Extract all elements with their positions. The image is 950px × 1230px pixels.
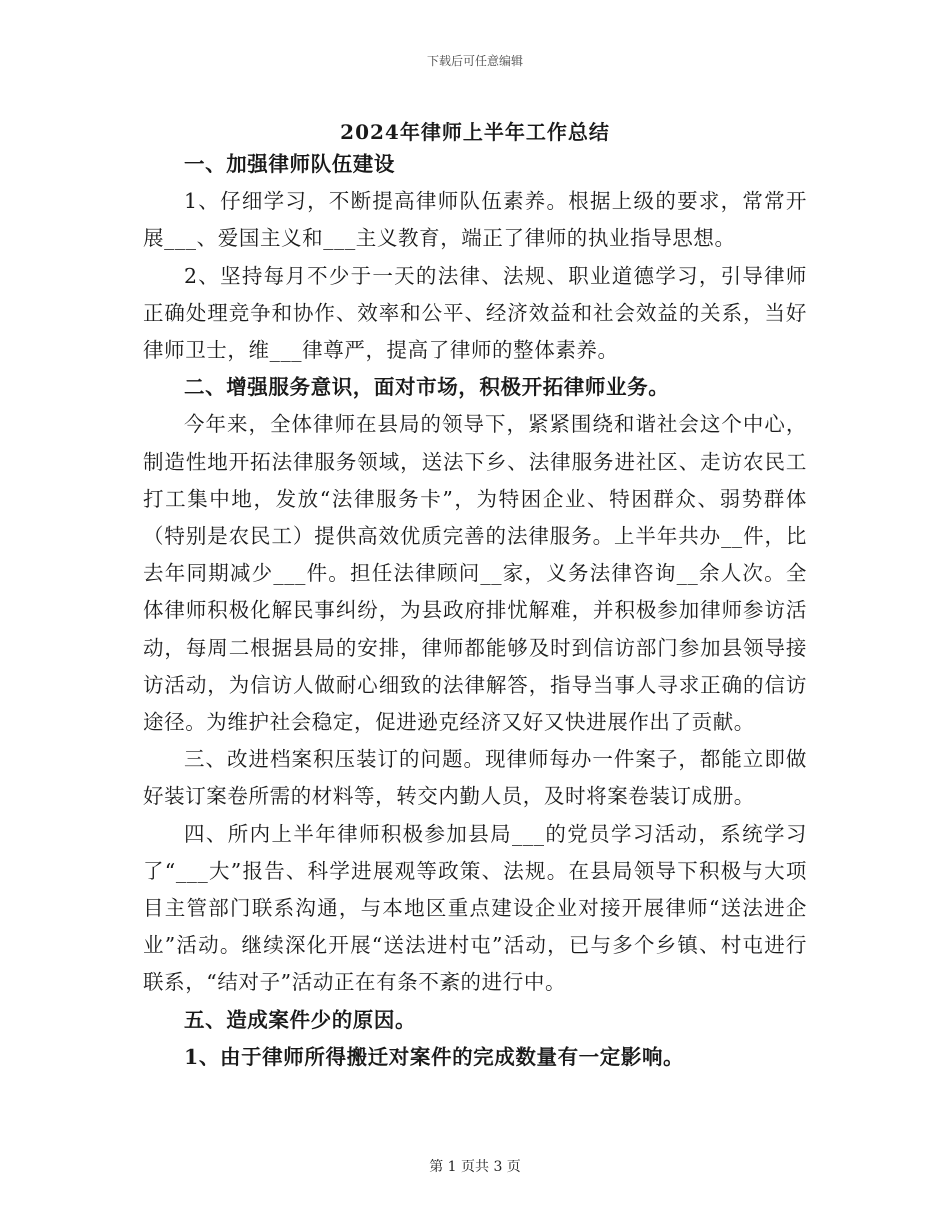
document-body [143,146,807,1076]
section-subheading-5-1: 1、由于律师所得搬迁对案件的完成数量有一定影响。 [184,1044,685,1069]
header-note: 下载后可任意编辑 [426,54,523,68]
paragraph-5: 四、所内上半年律师积极参加县局___的党员学习活动，系统学习了“___大”报告、科学进展观等政策、法规。在县局领导下积极与大项目主管部门联系沟通，与本地区重点建设企业对接开展律师“送法进企业”活动。继续深化开展“送法进村屯”活动，已与多个乡镇、村屯进行联系，“结对子”活动正在有条不紊的进行中。 [143,821,807,995]
paragraph-3: 今年来，全体律师在县局的领导下，紧紧围绕和谐社会这个中心，制造性地开拓法律服务领域，送法下乡、法律服务进社区、走访农民工打工集中地，发放“法律服务卡”，为特困企业、特困群众、弱势群体（特别是农民工）提供高效优质完善的法律服务。上半年共办__件，比去年同期减少___件。担任法律顾问__家，义务法律咨询__余人次。全体律师积极化解民事纠纷，为县政府排忧解难，并积极参加律师参访活动，每周二根据县局的安排，律师都能够及时到信访部门参加县领导接访活动，为信访人做耐心细致的法律解答，指导当事人寻求正确的信访途径。为维护社会稳定，促进逊克经济又好又快进展作出了贡献。 [143,412,807,735]
section-heading-2: 二、增强服务意识，面对市场，积极开拓律师业务。 [184,375,670,400]
paragraph-1: 1、仔细学习，不断提高律师队伍素养。根据上级的要求，常常开展___、爱国主义和___主义教育，端正了律师的执业指导思想。 [143,189,807,251]
paragraph-4: 三、改进档案积压装订的问题。现律师每办一件案子，都能立即做好装订案卷所需的材料等，转交内勤人员，及时将案卷装订成册。 [143,747,807,809]
section-heading-1: 一、加强律师队伍建设 [184,152,395,176]
document-title: 2024年律师上半年工作总结 [340,120,610,144]
page-number: 第 1 页共 3 页 [429,1159,521,1175]
section-heading-5: 五、造成案件少的原因。 [184,1007,417,1032]
paragraph-2: 2、坚持每月不少于一天的法律、法规、职业道德学习，引导律师正确处理竞争和协作、效率和公平、经济效益和社会效益的关系，当好律师卫士，维___律尊严，提高了律师的整体素养。 [143,263,807,363]
